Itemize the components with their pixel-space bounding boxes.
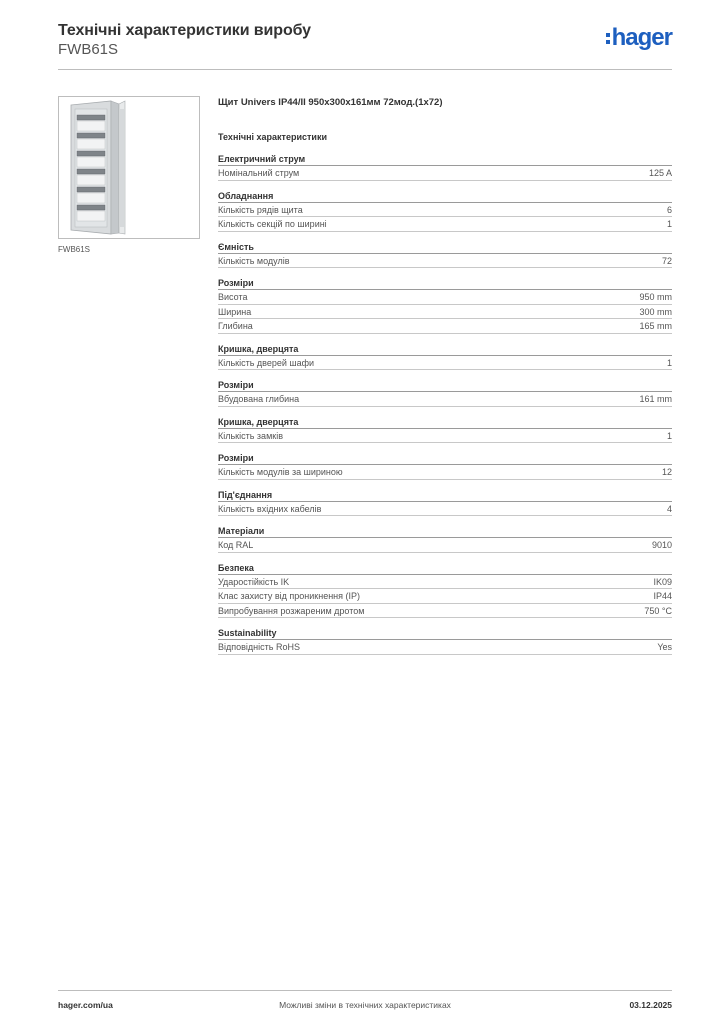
- spec-label: Випробування розжареним дротом: [218, 605, 365, 616]
- spec-row: [218, 254, 672, 269]
- spec-group: [218, 626, 672, 655]
- spec-value: 161 mm: [639, 394, 672, 404]
- spec-row: [218, 538, 672, 553]
- spec-value: 750 °C: [644, 605, 672, 616]
- spec-value: 125 A: [648, 168, 672, 178]
- spec-row: [218, 465, 672, 480]
- spec-row: [218, 290, 672, 305]
- spec-label: Номінальний струм: [218, 168, 300, 178]
- spec-label: Кількість модулів за шириною: [218, 467, 343, 477]
- spec-group-title: Sustainability: [218, 626, 672, 640]
- spec-group-title: Кришка, дверцята: [218, 415, 672, 429]
- spec-group-title: Безпека: [218, 561, 672, 575]
- spec-value: IP44: [653, 591, 672, 601]
- spec-label: Ударостійкість IK: [218, 576, 290, 587]
- spec-value: 165 mm: [639, 321, 672, 331]
- product-code: FWB61S: [58, 41, 119, 58]
- spec-group: [218, 561, 672, 619]
- spec-group: [218, 240, 672, 269]
- spec-row: [218, 305, 672, 320]
- image-caption: FWB61S: [58, 245, 91, 254]
- spec-value: 72: [661, 255, 672, 266]
- spec-row: [218, 319, 672, 334]
- page-title: Технічні характеристики виробу: [58, 22, 311, 39]
- spec-label: Кількість вхідних кабелів: [218, 503, 322, 514]
- spec-group: [218, 152, 672, 181]
- logo-mark-icon: [606, 33, 610, 44]
- footer-website-link[interactable]: hager.com/ua: [58, 1000, 113, 1010]
- spec-group: [218, 524, 672, 553]
- spec-row: [218, 640, 672, 655]
- spec-group-title: Розміри: [218, 451, 672, 465]
- spec-group-title: Кришка, дверцята: [218, 342, 672, 356]
- spec-label: Кількість секцій по ширині: [218, 219, 327, 229]
- spec-value: IK09: [653, 576, 672, 587]
- spec-row: [218, 166, 672, 181]
- product-image: [58, 96, 200, 239]
- spec-group: [218, 189, 672, 232]
- spec-value: 6: [666, 204, 672, 215]
- spec-label: Кількість модулів: [218, 255, 290, 266]
- spec-label: Кількість замків: [218, 430, 283, 441]
- spec-group: [218, 451, 672, 480]
- section-heading: Технічні характеристики: [218, 132, 327, 142]
- spec-row: [218, 575, 672, 590]
- spec-value: 1: [666, 430, 672, 441]
- spec-group-title: Обладнання: [218, 189, 672, 203]
- spec-group: [218, 415, 672, 444]
- spec-value: 9010: [651, 540, 672, 550]
- page-footer: [58, 990, 672, 1014]
- spec-label: Глибина: [218, 321, 253, 331]
- spec-group-title: Ємність: [218, 240, 672, 254]
- distribution-board-illustration: [59, 97, 199, 238]
- spec-value: 300 mm: [639, 306, 672, 317]
- spec-value: 1: [666, 219, 672, 229]
- spec-value: Yes: [657, 642, 672, 652]
- product-name: Щит Univers IP44/II 950x300x161мм 72мод.(1x72): [218, 97, 443, 108]
- spec-row: [218, 589, 672, 604]
- spec-label: Клас захисту від проникнення (IP): [218, 591, 361, 601]
- spec-group-title: Розміри: [218, 276, 672, 290]
- spec-group-title: Електричний струм: [218, 152, 672, 166]
- spec-label: Код RAL: [218, 540, 254, 550]
- spec-row: [218, 502, 672, 517]
- spec-row: [218, 392, 672, 407]
- spec-label: Відповідність RoHS: [218, 642, 300, 652]
- spec-row: [218, 429, 672, 444]
- spec-group: [218, 488, 672, 517]
- spec-group-title: Матеріали: [218, 524, 672, 538]
- spec-value: 950 mm: [639, 292, 672, 302]
- footer-notice: Можливі зміни в технічних характеристиках: [279, 1000, 451, 1010]
- spec-value: 12: [661, 467, 672, 477]
- hager-logo[interactable]: [606, 24, 672, 52]
- spec-group: [218, 276, 672, 334]
- spec-label: Кількість рядів щита: [218, 204, 303, 215]
- spec-row: [218, 217, 672, 232]
- spec-group: [218, 378, 672, 407]
- logo-text: hager: [611, 24, 672, 51]
- page-header: [58, 22, 672, 70]
- spec-label: Кількість дверей шафи: [218, 357, 315, 368]
- spec-value: 4: [666, 503, 672, 514]
- spec-label: Вбудована глибина: [218, 394, 300, 404]
- spec-content: [218, 96, 672, 655]
- spec-group-title: Під'єднання: [218, 488, 672, 502]
- spec-groups: [218, 152, 672, 655]
- footer-date: 03.12.2025: [629, 1000, 672, 1010]
- spec-label: Висота: [218, 292, 248, 302]
- spec-value: 1: [666, 357, 672, 368]
- spec-row: [218, 356, 672, 371]
- spec-label: Ширина: [218, 306, 252, 317]
- spec-row: [218, 604, 672, 619]
- spec-row: [218, 203, 672, 218]
- spec-group: [218, 342, 672, 371]
- spec-group-title: Розміри: [218, 378, 672, 392]
